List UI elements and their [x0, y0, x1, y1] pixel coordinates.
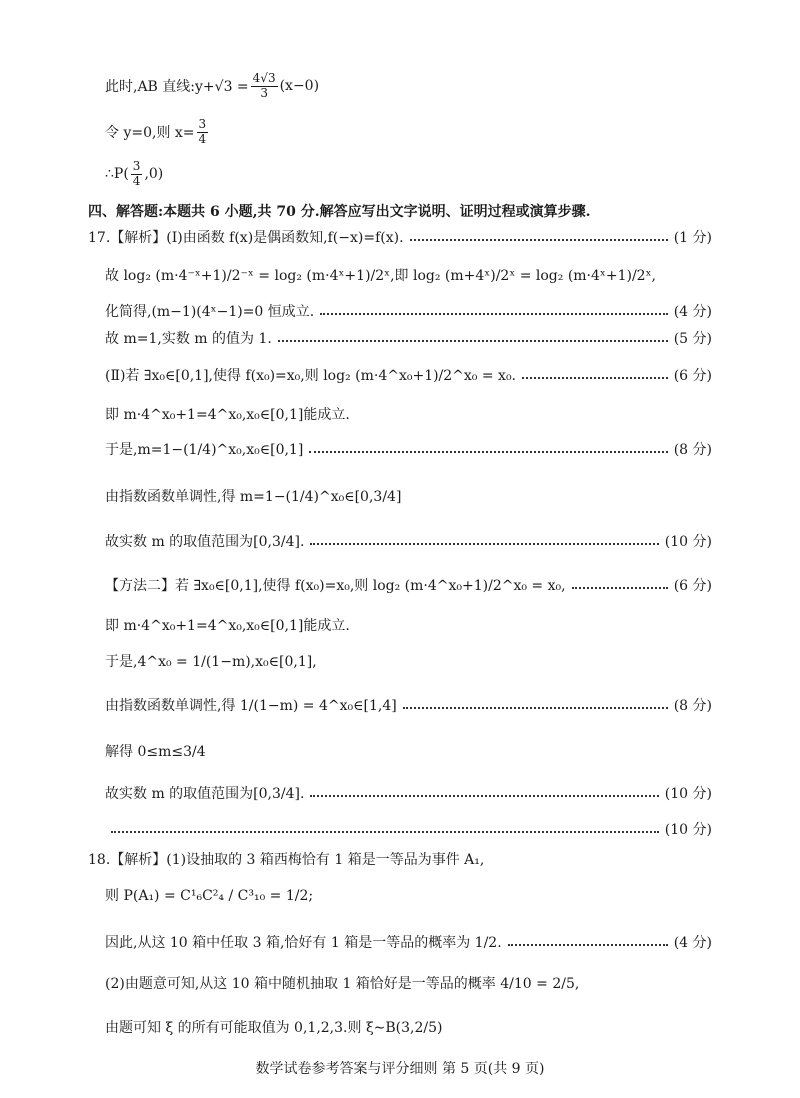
q18-line-5: [105, 1014, 712, 1040]
line-text: (x−0): [279, 78, 320, 94]
q17-method2-line-2: [105, 614, 712, 636]
score-label: (10 分): [664, 786, 712, 802]
fraction-denominator: 3: [260, 85, 268, 100]
dot-leader: [278, 340, 668, 342]
line-text: (2)由题意可知,从这 10 箱中随机抽取 1 箱恰好是一等品的概率 4/10 = 2/5,: [105, 976, 580, 992]
q17-method2-line-1: [105, 572, 712, 598]
q17-line-6: [105, 403, 712, 425]
dot-leader: [410, 239, 668, 241]
line-text: 化简得,(m−1)(4ˣ−1)=0 恒成立.: [105, 304, 315, 320]
score-label: (10 分): [664, 534, 712, 550]
line-ab-equation: [105, 72, 712, 100]
fraction-numerator: 4√3: [252, 70, 276, 85]
fraction: [251, 72, 278, 101]
q17-line-7: [105, 436, 712, 462]
score-label: (1 分): [673, 230, 712, 246]
q18-line-4: [105, 970, 712, 996]
q17-line-9: [105, 528, 712, 554]
q18-line-2: [105, 880, 712, 910]
q18-line-3: [105, 929, 712, 955]
line-text: ∴P(: [105, 166, 129, 182]
q17-line-4: [105, 327, 712, 349]
line-text: 由题可知 ξ 的所有可能取值为 0,1,2,3.则 ξ∼B(3,2/5): [105, 1020, 443, 1036]
fraction: [197, 118, 209, 147]
score-label: (4 分): [673, 304, 712, 320]
dot-leader: [320, 313, 667, 315]
dot-leader: [310, 543, 658, 545]
dot-leader: [403, 707, 668, 709]
line-text: ,0): [144, 166, 164, 182]
section-heading-text: 四、解答题:本题共 6 小题,共 70 分.解答应写出文字说明、证明过程或演算步骤.: [88, 204, 591, 220]
q17-line-1: [88, 226, 712, 248]
score-label: (4 分): [673, 935, 712, 951]
fraction-numerator: 3: [198, 116, 207, 131]
q17-method2-line-5: [105, 738, 712, 764]
score-label: (8 分): [673, 442, 712, 458]
line-text: 于是,m=1−(1/4)^x₀,x₀∈[0,1]: [105, 442, 304, 458]
score-label: (5 分): [673, 331, 712, 347]
line-text: (Ⅱ)若 ∃x₀∈[0,1],使得 f(x₀)=x₀,则 log₂ (m·4^x₀+1)/2^x₀ = x₀.: [105, 368, 517, 384]
q17-dotted-line: [105, 818, 712, 840]
q17-method2-line-6: [105, 780, 712, 806]
q18-line-1: [88, 848, 712, 870]
score-label: (6 分): [673, 368, 712, 384]
line-text: 令 y=0,则 x=: [105, 125, 195, 141]
fraction-numerator: 3: [132, 158, 141, 173]
q17-line-5: [105, 362, 712, 388]
score-label: (10 分): [664, 822, 712, 838]
line-text: 于是,4^x₀ = 1/(1−m),x₀∈[0,1],: [105, 654, 317, 670]
dot-leader: [508, 944, 668, 946]
line-text: 即 m·4^x₀+1=4^x₀,x₀∈[0,1]能成立.: [105, 618, 350, 634]
q17-line-3: [105, 300, 712, 322]
fraction-denominator: 4: [132, 173, 141, 188]
fraction: [131, 160, 143, 189]
page-footer: 数学试卷参考答案与评分细则 第 5 页(共 9 页): [255, 1061, 545, 1077]
line-text: 解得 0≤m≤3/4: [105, 744, 206, 760]
dot-leader: [522, 377, 668, 379]
line-text: 由指数函数单调性,得 1/(1−m) = 4^x₀∈[1,4]: [105, 698, 397, 714]
q17-method2-line-3: [105, 648, 712, 674]
line-text: 故实数 m 的取值范围为[0,3/4].: [105, 534, 305, 550]
line-text: 则 P(A₁) = C¹₆C²₄ / C³₁₀ = 1/2;: [105, 888, 314, 904]
line-text: 此时,AB 直线:y+√3 =: [105, 79, 249, 95]
score-label: (6 分): [673, 578, 712, 594]
dot-leader: [111, 831, 659, 833]
line-text: 17.【解析】(Ⅰ)由函数 f(x)是偶函数知,f(−x)=f(x).: [88, 230, 404, 246]
q17-method2-line-4: [105, 692, 712, 718]
score-label: (8 分): [673, 698, 712, 714]
line-text: 故 log₂ (m·4⁻ˣ+1)/2⁻ˣ = log₂ (m·4ˣ+1)/2ˣ,即 log₂ (m+4ˣ)/2ˣ = log₂ (m·4ˣ+1)/2ˣ,: [105, 268, 656, 284]
line-text: 故 m=1,实数 m 的值为 1.: [105, 331, 272, 347]
dot-leader: [572, 587, 668, 589]
line-text: 即 m·4^x₀+1=4^x₀,x₀∈[0,1]能成立.: [105, 407, 350, 423]
fraction-denominator: 4: [198, 131, 207, 146]
line-let-y-zero: [105, 118, 712, 146]
line-text: 由指数函数单调性,得 m=1−(1/4)^x₀∈[0,3/4]: [105, 489, 402, 505]
line-text: 【方法二】若 ∃x₀∈[0,1],使得 f(x₀)=x₀,则 log₂ (m·4^x₀+1)/2^x₀ = x₀,: [105, 578, 566, 594]
section-heading: [88, 200, 712, 222]
line-text: 18.【解析】(1)设抽取的 3 箱西梅恰有 1 箱是一等品为事件 A₁,: [88, 852, 485, 868]
line-text: 故实数 m 的取值范围为[0,3/4].: [105, 786, 305, 802]
q17-line-2: [105, 262, 712, 288]
line-text: 因此,从这 10 箱中任取 3 箱,恰好有 1 箱是一等品的概率为 1/2.: [105, 935, 502, 951]
dot-leader: [310, 795, 658, 797]
line-point-p: [105, 160, 712, 188]
q17-line-8: [105, 483, 712, 509]
dot-leader: [309, 451, 667, 453]
